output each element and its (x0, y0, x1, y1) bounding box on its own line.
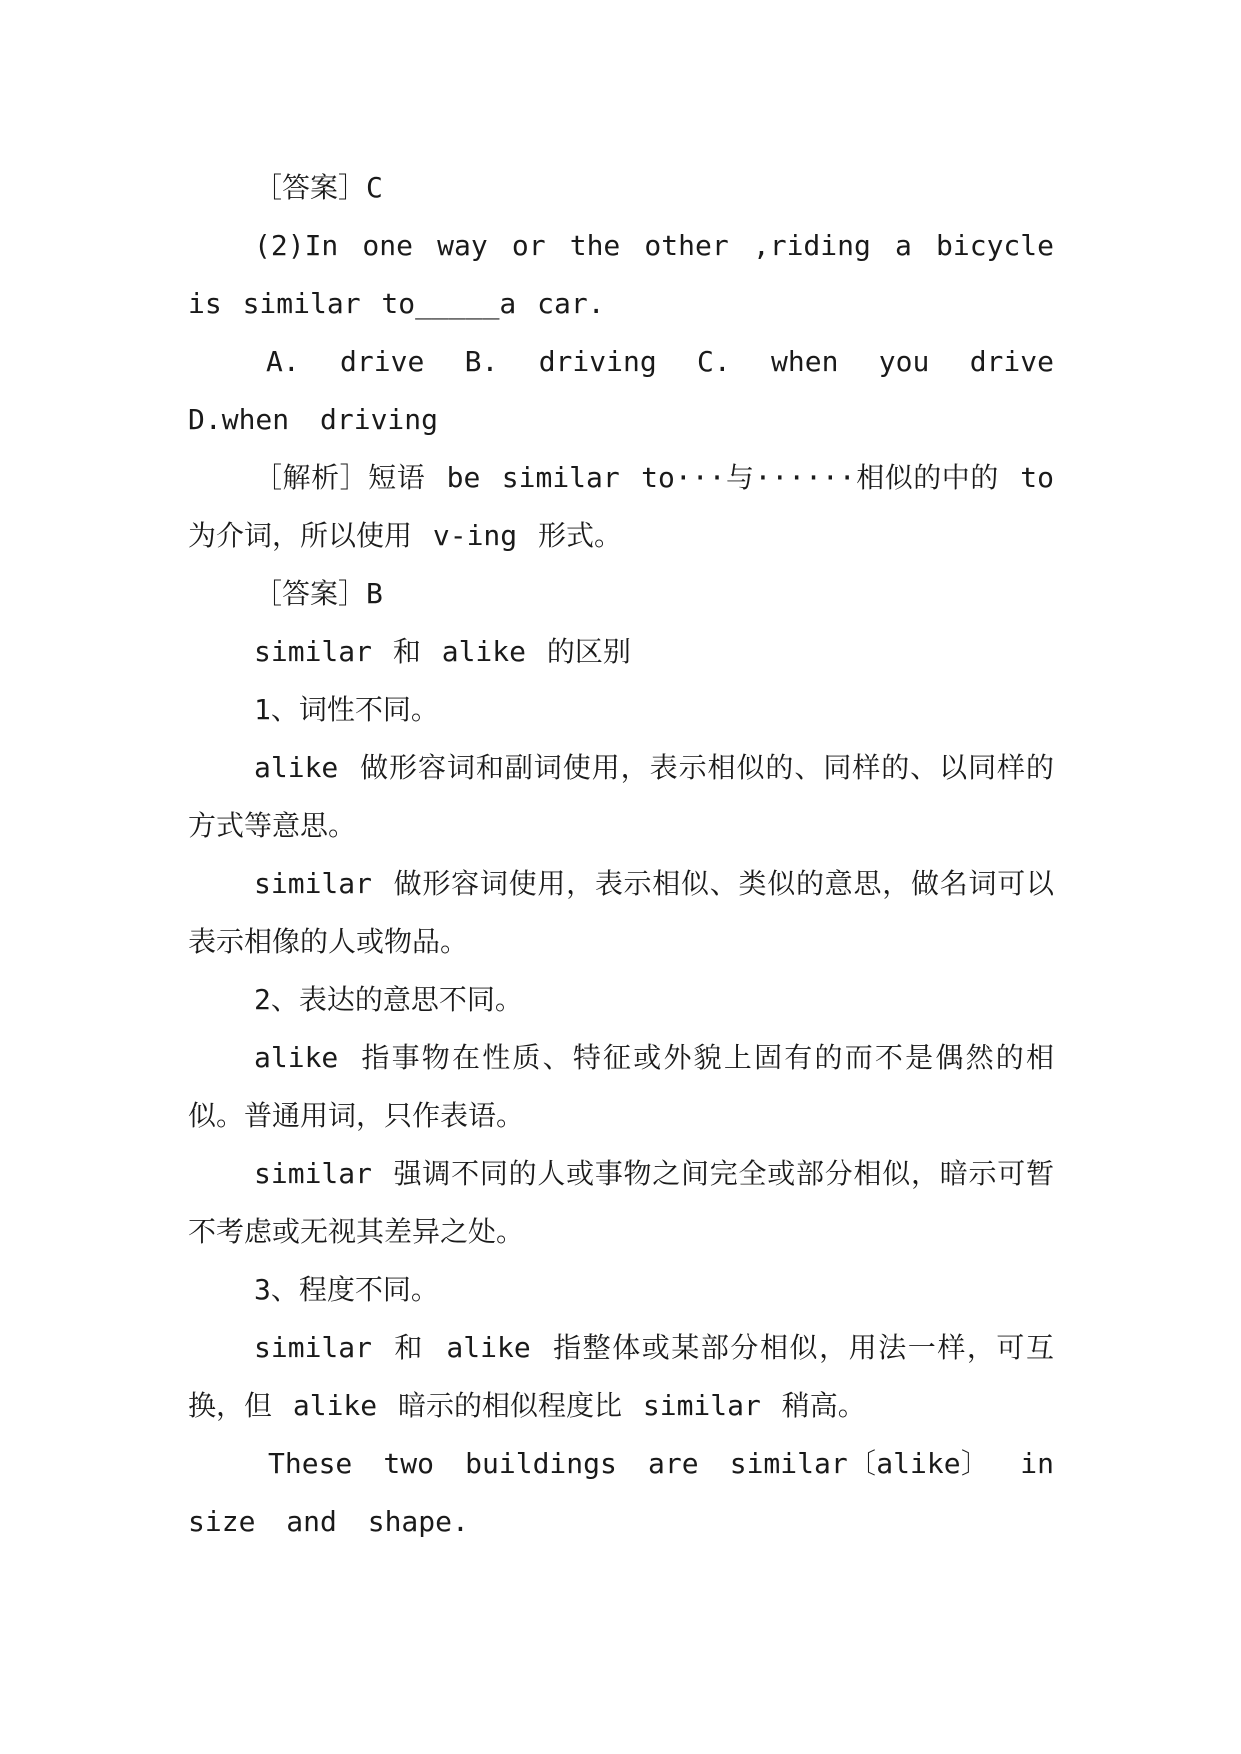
example-sentence: These two buildings are similar〔alike〕 in size and shape. (188, 1447, 1054, 1538)
question-2-options: A. drive B. driving C. when you drive D.when driving (188, 345, 1054, 436)
body-paragraph: similar 做形容词使用，表示相似、类似的意思，做名词可以表示相像的人或物品。 (188, 867, 1054, 958)
section-heading: similar 和 alike 的区别 (254, 635, 631, 668)
body-paragraph: alike 做形容词和副词使用，表示相似的、同样的、以同样的方式等意思。 (188, 751, 1054, 842)
question-2: (2)In one way or the other ,riding a bicycle is similar to_____a car. (188, 229, 1054, 320)
analysis-paragraph: ［解析］短语 be similar to···与······相似的中的 to 为介词，所以使用 v-ing 形式。 (188, 461, 1054, 552)
answer-line: ［答案］B (254, 577, 383, 610)
document-body (188, 159, 1054, 1551)
subheading: 3、程度不同。 (254, 1273, 439, 1306)
body-paragraph: similar 强调不同的人或事物之间完全或部分相似，暗示可暂不考虑或无视其差异之处。 (188, 1157, 1054, 1248)
subheading: 2、表达的意思不同。 (254, 983, 523, 1016)
body-paragraph: alike 指事物在性质、特征或外貌上固有的而不是偶然的相似。普通用词，只作表语。 (188, 1041, 1054, 1132)
body-paragraph: similar 和 alike 指整体或某部分相似，用法一样，可互换，但 alike 暗示的相似程度比 similar 稍高。 (188, 1331, 1054, 1422)
answer-line: ［答案］C (254, 171, 383, 204)
subheading: 1、词性不同。 (254, 693, 439, 726)
